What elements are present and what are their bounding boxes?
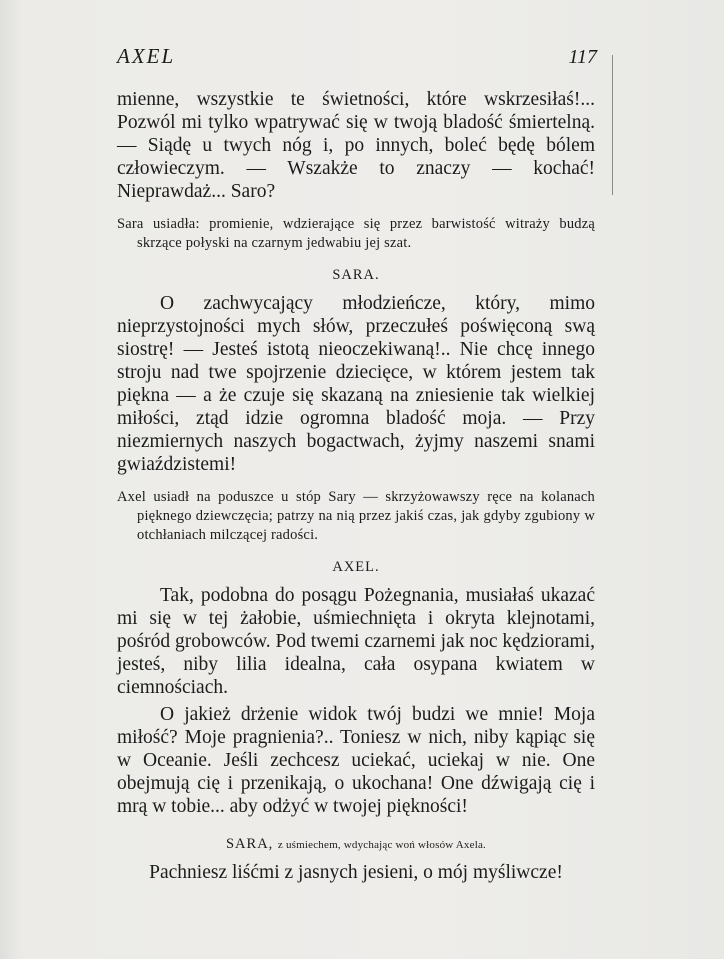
speaker-name: SARA, [225,836,274,852]
dialogue-paragraph: O zachwycający młodzieńcze, który, mimo nieprzystojności mych słów, przeczułeś poświęconą swą siostrę! — Jesteś istotą nieoczekiwaną!.. Nie chcę innego stroju nad twe spojrzenie dziecięce, w którem jestem tak piękna — a że czuje się skazaną na zniesienie tak wielkiej miłości, ztąd idzie ogromna bladość moja. — Przy niezmiernych naszych bogactwach, żyjmy naszemi snami gwiaździstemi! [117,293,595,475]
dialogue-paragraph: mienne, wszystkie te świetności, które wskrzesiłaś!... Pozwól mi tylko wpatrywać się w twoją bladość śmiertelną. — Siądę u twych nóg i, po innych, boleć będę bólem człowieczym. — Wszakże to znaczy — kochać! Nieprawdaż... Saro? [117,89,595,202]
speaker-stage-note: z uśmiechem, wdychając woń włosów Axela. [277,839,487,851]
speaker-line [117,836,595,853]
page-edge-line [612,55,613,195]
page-body [117,88,595,884]
stage-direction: Axel usiadł na poduszce u stóp Sary — skrzyżowawszy ręce na kolanach pięknego dziewczęcia; patrzy na nią przez jakiś czas, jak gdyby zgubiony w otchłaniach milczącej radości. [117,489,595,543]
speaker-name: AXEL. [332,559,380,575]
dialogue-paragraph: Tak, podobna do posągu Pożegnania, musiałaś ukazać mi się w tej żałobie, uśmiechnięta i okryta klejnotami, pośród grobowców. Pod twemi czarnemi jak noc kędziorami, jesteś, niby lilia idealna, cała osypana kwiatem w ciemnościach. [117,585,595,698]
dialogue-paragraph: O jakież drżenie widok twój budzi we mnie! Moja miłość? Moje pragnienia?.. Toniesz w nich, niby kąpiąc się w Oceanie. Jeśli zechcesz uciekać, uciekaj w nie. One obejmują cię i przenikają, o ukochana! One dźwigają cię i mrą w tobie... aby odżyć w twojej piękności! [117,704,595,817]
page-header [117,44,595,74]
running-head: AXEL [117,44,176,68]
speaker-name: SARA. [332,267,380,283]
dialogue-paragraph: Pachniesz liśćmi z jasnych jesieni, o mój myśliwcze! [149,862,563,883]
stage-direction: Sara usiadła: promienie, wdzierające się przez barwistość witraży budzą skrzące połyski na czarnym jedwabiu jej szat. [117,216,595,251]
page-number: 117 [568,46,597,68]
